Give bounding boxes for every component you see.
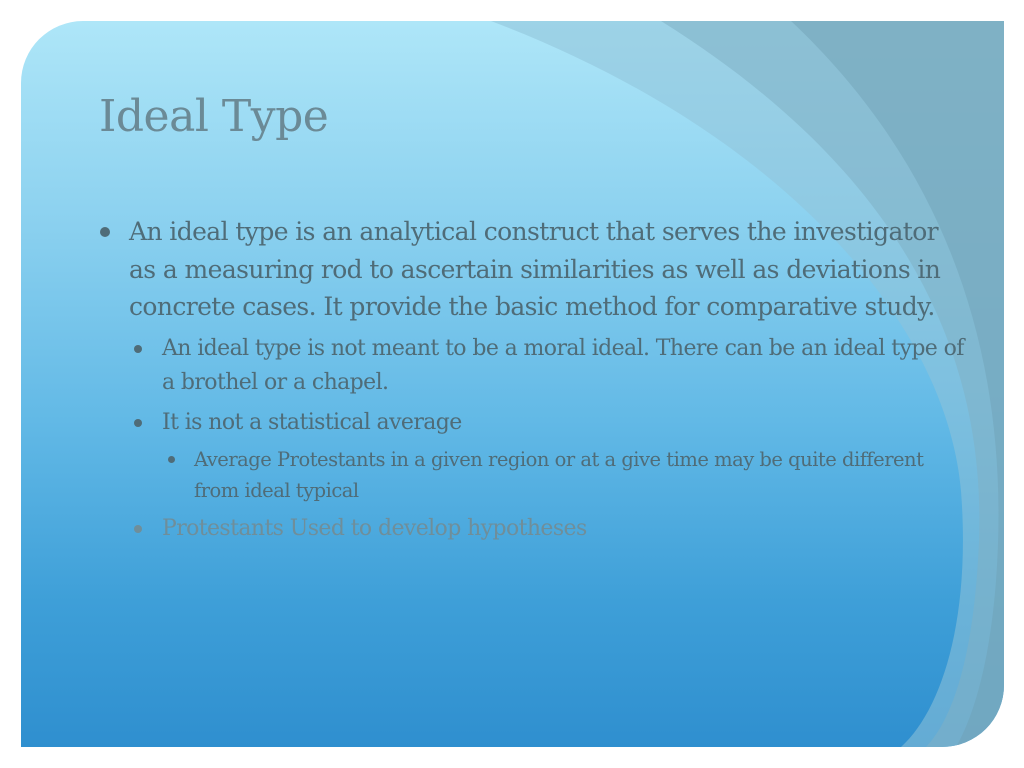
list-item: [133, 406, 969, 440]
bullet-text: An ideal type is not meant to be a moral ideal. There can be an ideal type of a brothel or a chapel.: [162, 335, 964, 395]
list-item: [133, 512, 969, 546]
bullet-icon: [134, 345, 142, 353]
bullet-icon: [134, 525, 142, 533]
bullet-text: Average Protestants in a given region or at a give time may be quite different from ideal typical: [194, 447, 924, 502]
bullet-icon: [134, 419, 142, 427]
slide-title: Ideal Type: [99, 91, 329, 142]
slide: [21, 21, 1004, 747]
bullet-text: It is not a statistical average: [162, 409, 462, 435]
bullet-icon: [168, 456, 175, 463]
list-item: [99, 213, 969, 326]
bullet-text: Protestants Used to develop hypotheses: [162, 515, 587, 541]
list-item: [167, 444, 969, 506]
bullet-icon: [100, 227, 110, 237]
bullet-text: An ideal type is an analytical construct that serves the investigator as a measuring rod to ascertain similarities as well as deviations in concrete cases. It provide the basic method for comparative study.: [129, 217, 941, 321]
bullet-list: [99, 213, 969, 546]
list-item: [133, 332, 969, 400]
